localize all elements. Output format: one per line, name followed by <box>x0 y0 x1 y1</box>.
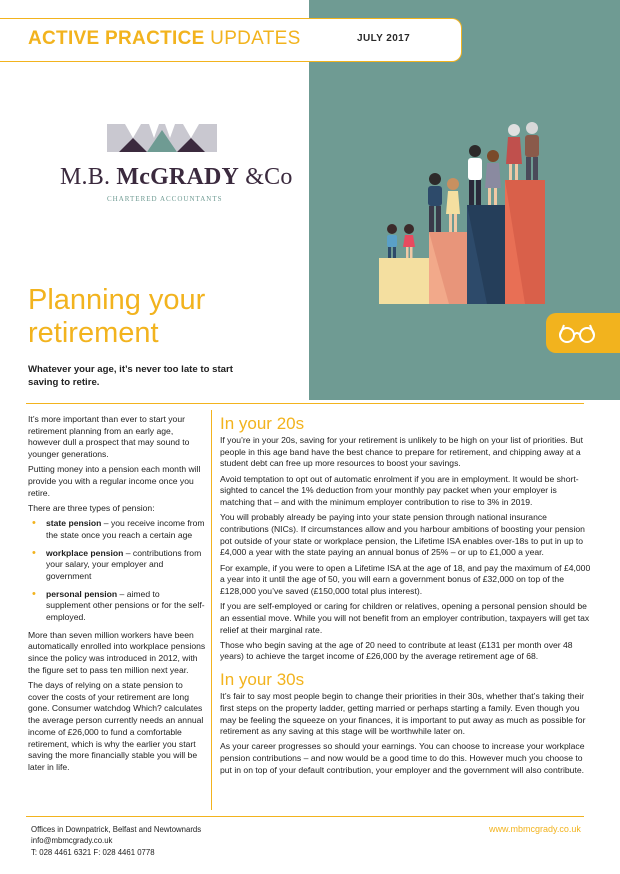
column-divider <box>211 410 212 810</box>
divider-bottom <box>26 816 584 817</box>
right-column <box>220 414 592 780</box>
section-paragraph: For example, if you were to open a Lifetime ISA at the age of 18, and pay the maximum of £4,000 a year into it until the age of 50, you will earn a government bonus of £32,000 on top of the £128,000 you’ve saved (£150,000 total plus interest). <box>220 562 591 596</box>
offices-text: Offices in Downpatrick, Belfast and Newtownards <box>31 825 202 834</box>
section-paragraph: Those who begin saving at the age of 20 need to contribute at least (£131 per month over 48 years) to achieve the target income of £26,000 by the average retirement age of 68. <box>220 639 573 662</box>
divider-top <box>26 403 584 404</box>
website-link[interactable]: www.mbmcgrady.co.uk <box>489 824 581 834</box>
list-item: • personal pension – aimed to supplement other pensions or for the self-employed. <box>28 589 206 624</box>
left-paragraph: Putting money into a pension each month will provide you with a regular income once you retire. <box>28 464 201 498</box>
email-link[interactable]: info@mbmcgrady.co.uk <box>31 836 113 846</box>
article-intro: Whatever your age, it’s never too late to start saving to retire. <box>28 364 233 388</box>
section-paragraph: If you are self-employed or caring for children or relatives, opening a personal pension should be an essential move. While you will not benefit from an employer contribution, taxpayers will get tax relief at their marginal rate. <box>220 601 590 635</box>
list-item: • state pension – you receive income from the state once you reach a certain age <box>28 518 206 541</box>
phone-text: T: 028 4461 6321 F: 028 4461 0778 <box>31 847 155 857</box>
left-column <box>28 414 206 777</box>
left-paragraph: There are three types of pension: <box>28 502 155 513</box>
adult-figures <box>468 145 501 205</box>
mcgrady-logo-icon <box>107 124 217 158</box>
teen-figures <box>428 173 460 232</box>
section-heading: In your 20s <box>220 414 305 433</box>
firm-subtitle: CHARTERED ACCOUNTANTS <box>107 195 223 203</box>
section-paragraph: It’s fair to say most people begin to change their priorities in their 30s, whether that’s taking their first steps on the property ladder, getting married or perhaps starting a family. Even though you may be feeling the squeeze on your finances, it is important to put away as much as possible for retirement as any saving at this stage will be worthwhile later on. <box>220 691 586 737</box>
article-title: Planning your retirement <box>28 284 206 349</box>
section-heading: In your 30s <box>220 670 305 690</box>
glasses-icon <box>556 320 598 346</box>
section-paragraph: You will probably already be paying into your state pension through national insurance contributions (NICs). If circumstances allow and you harbour ambitions of boosting your pension pot outside of your state or workplace pension, the Lifetime ISA enables over-18s to put in up to £4,000 a year with the state paying an annual bonus of 25% – or up to £1,000 a year. <box>220 512 585 558</box>
section-paragraph: If you’re in your 20s, saving for your retirement is unlikely to be high on your list of priorities. But people in this age band have the best chance to prepare for retirement, and chipping away at a student debt can free up more resources to boost your savings. <box>220 435 584 469</box>
pension-types-list <box>28 518 206 624</box>
left-paragraph: The days of relying on a state pension to cover the costs of your retirement are long gone. Consumer watchdog Which? calculates the average person currently needs an annual income of £26,000 to fund a comfortable retirement, which is why the earlier you start saving the more financially stable you will be later in life. <box>28 680 204 772</box>
left-paragraph: More than seven million workers have been automatically enrolled into workplace pensions since the policy was introduced in 2012, with the figure set to pass ten million next year. <box>28 629 206 675</box>
section-paragraph: As your career progresses so should your earnings. You can choose to increase your workplace pension contributions – and now would be a good time to do this. However much you choose to put in on top of your default contribution, your employer and the government will also contribute. <box>220 741 585 775</box>
children-figures <box>387 224 415 258</box>
section-paragraph: Avoid temptation to opt out of automatic enrolment if you are in employment. It would be short-sighted to cancel the 1% deduction from your monthly pay packet when your employer is matching that – and with the minimum employer contribution to rise to 3% in 2019. <box>220 473 579 508</box>
issue-date: JULY 2017 <box>357 33 411 44</box>
elderly-figures <box>506 122 539 180</box>
left-paragraph: It’s more important than ever to start your retirement planning from an early age, however dull a prospect that may sound to younger generations. <box>28 414 190 460</box>
contact-details <box>31 824 201 858</box>
list-item: • workplace pension – contributions from your salary, your employer and government <box>28 548 206 583</box>
newsletter-title: ACTIVE PRACTICE UPDATES <box>28 28 301 49</box>
firm-name: M.B. McGRADY &Co <box>60 164 293 190</box>
